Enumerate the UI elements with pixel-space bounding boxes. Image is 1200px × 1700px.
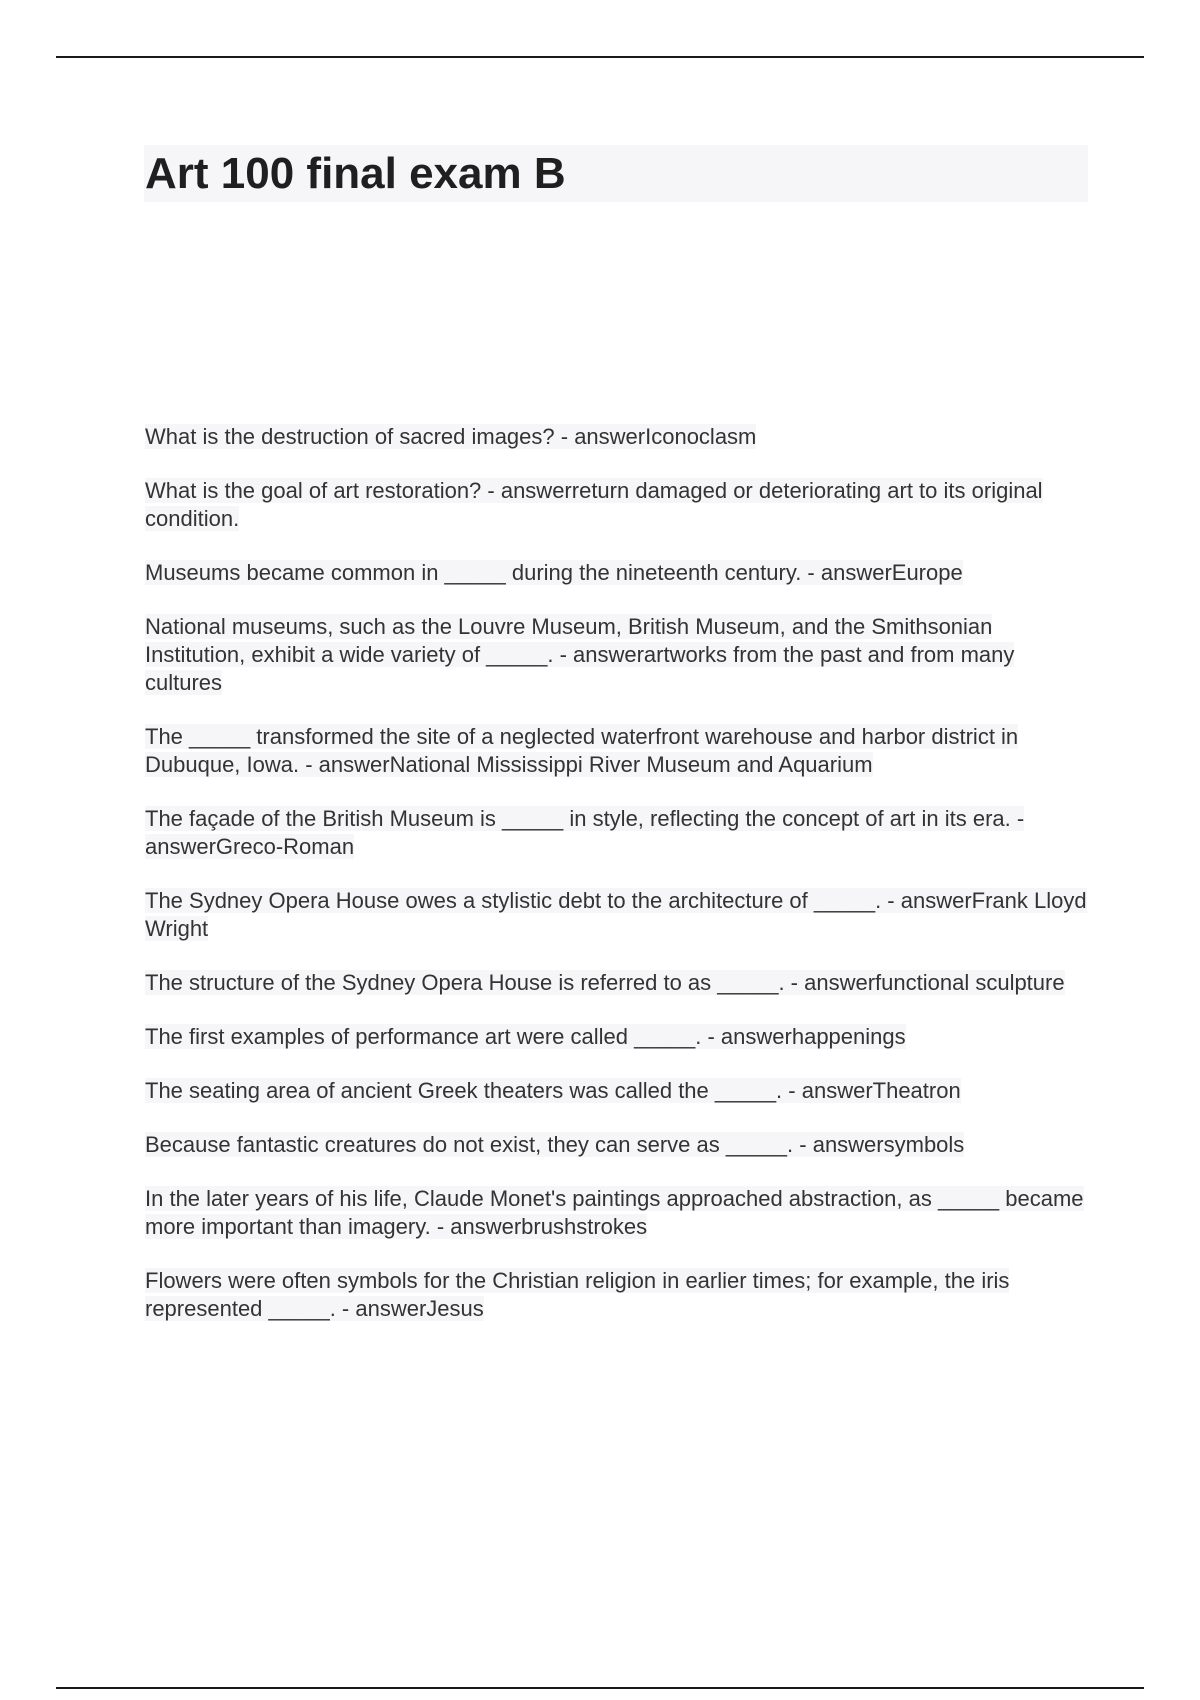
question-text: National museums, such as the Louvre Museum, British Museum, and the Smithsonian Institution, exhibit a wide variety of _____. - answerartworks from the past and from many cultures <box>145 614 1015 695</box>
question-text: Because fantastic creatures do not exist, they can serve as _____. - answersymbols <box>145 1132 965 1157</box>
question-item <box>145 1131 1095 1159</box>
question-text: Flowers were often symbols for the Christian religion in earlier times; for example, the iris represented _____. - answerJesus <box>145 1268 1010 1321</box>
question-item <box>145 1023 1095 1051</box>
question-list <box>145 423 1095 1349</box>
question-text: The first examples of performance art were called _____. - answerhappenings <box>145 1024 906 1049</box>
bottom-rule <box>56 1687 1144 1689</box>
question-text: The Sydney Opera House owes a stylistic debt to the architecture of _____. - answerFrank Lloyd Wright <box>145 888 1087 941</box>
question-text: The structure of the Sydney Opera House is referred to as _____. - answerfunctional sculpture <box>145 970 1065 995</box>
question-item <box>145 1185 1095 1241</box>
question-text: What is the goal of art restoration? - answerreturn damaged or deteriorating art to its original condition. <box>145 478 1043 531</box>
question-item <box>145 887 1095 943</box>
question-item <box>145 613 1095 697</box>
question-text: What is the destruction of sacred images? - answerIconoclasm <box>145 424 757 449</box>
top-rule <box>56 56 1144 58</box>
question-text: In the later years of his life, Claude Monet's paintings approached abstraction, as _____ became more important than imagery. - answerbrushstrokes <box>145 1186 1084 1239</box>
question-item <box>145 1267 1095 1323</box>
question-item <box>145 1077 1095 1105</box>
question-text: The seating area of ancient Greek theaters was called the _____. - answerTheatron <box>145 1078 961 1103</box>
question-text: The _____ transformed the site of a neglected waterfront warehouse and harbor district in Dubuque, Iowa. - answerNational Mississippi River Museum and Aquarium <box>145 724 1019 777</box>
question-item <box>145 559 1095 587</box>
page-title: Art 100 final exam B <box>145 149 566 198</box>
question-text: The façade of the British Museum is _____ in style, reflecting the concept of art in its era. - answerGreco-Roman <box>145 806 1025 859</box>
question-item <box>145 805 1095 861</box>
question-item <box>145 423 1095 451</box>
question-text: Museums became common in _____ during the nineteenth century. - answerEurope <box>145 560 963 585</box>
question-item <box>145 477 1095 533</box>
question-item <box>145 969 1095 997</box>
question-item <box>145 723 1095 779</box>
